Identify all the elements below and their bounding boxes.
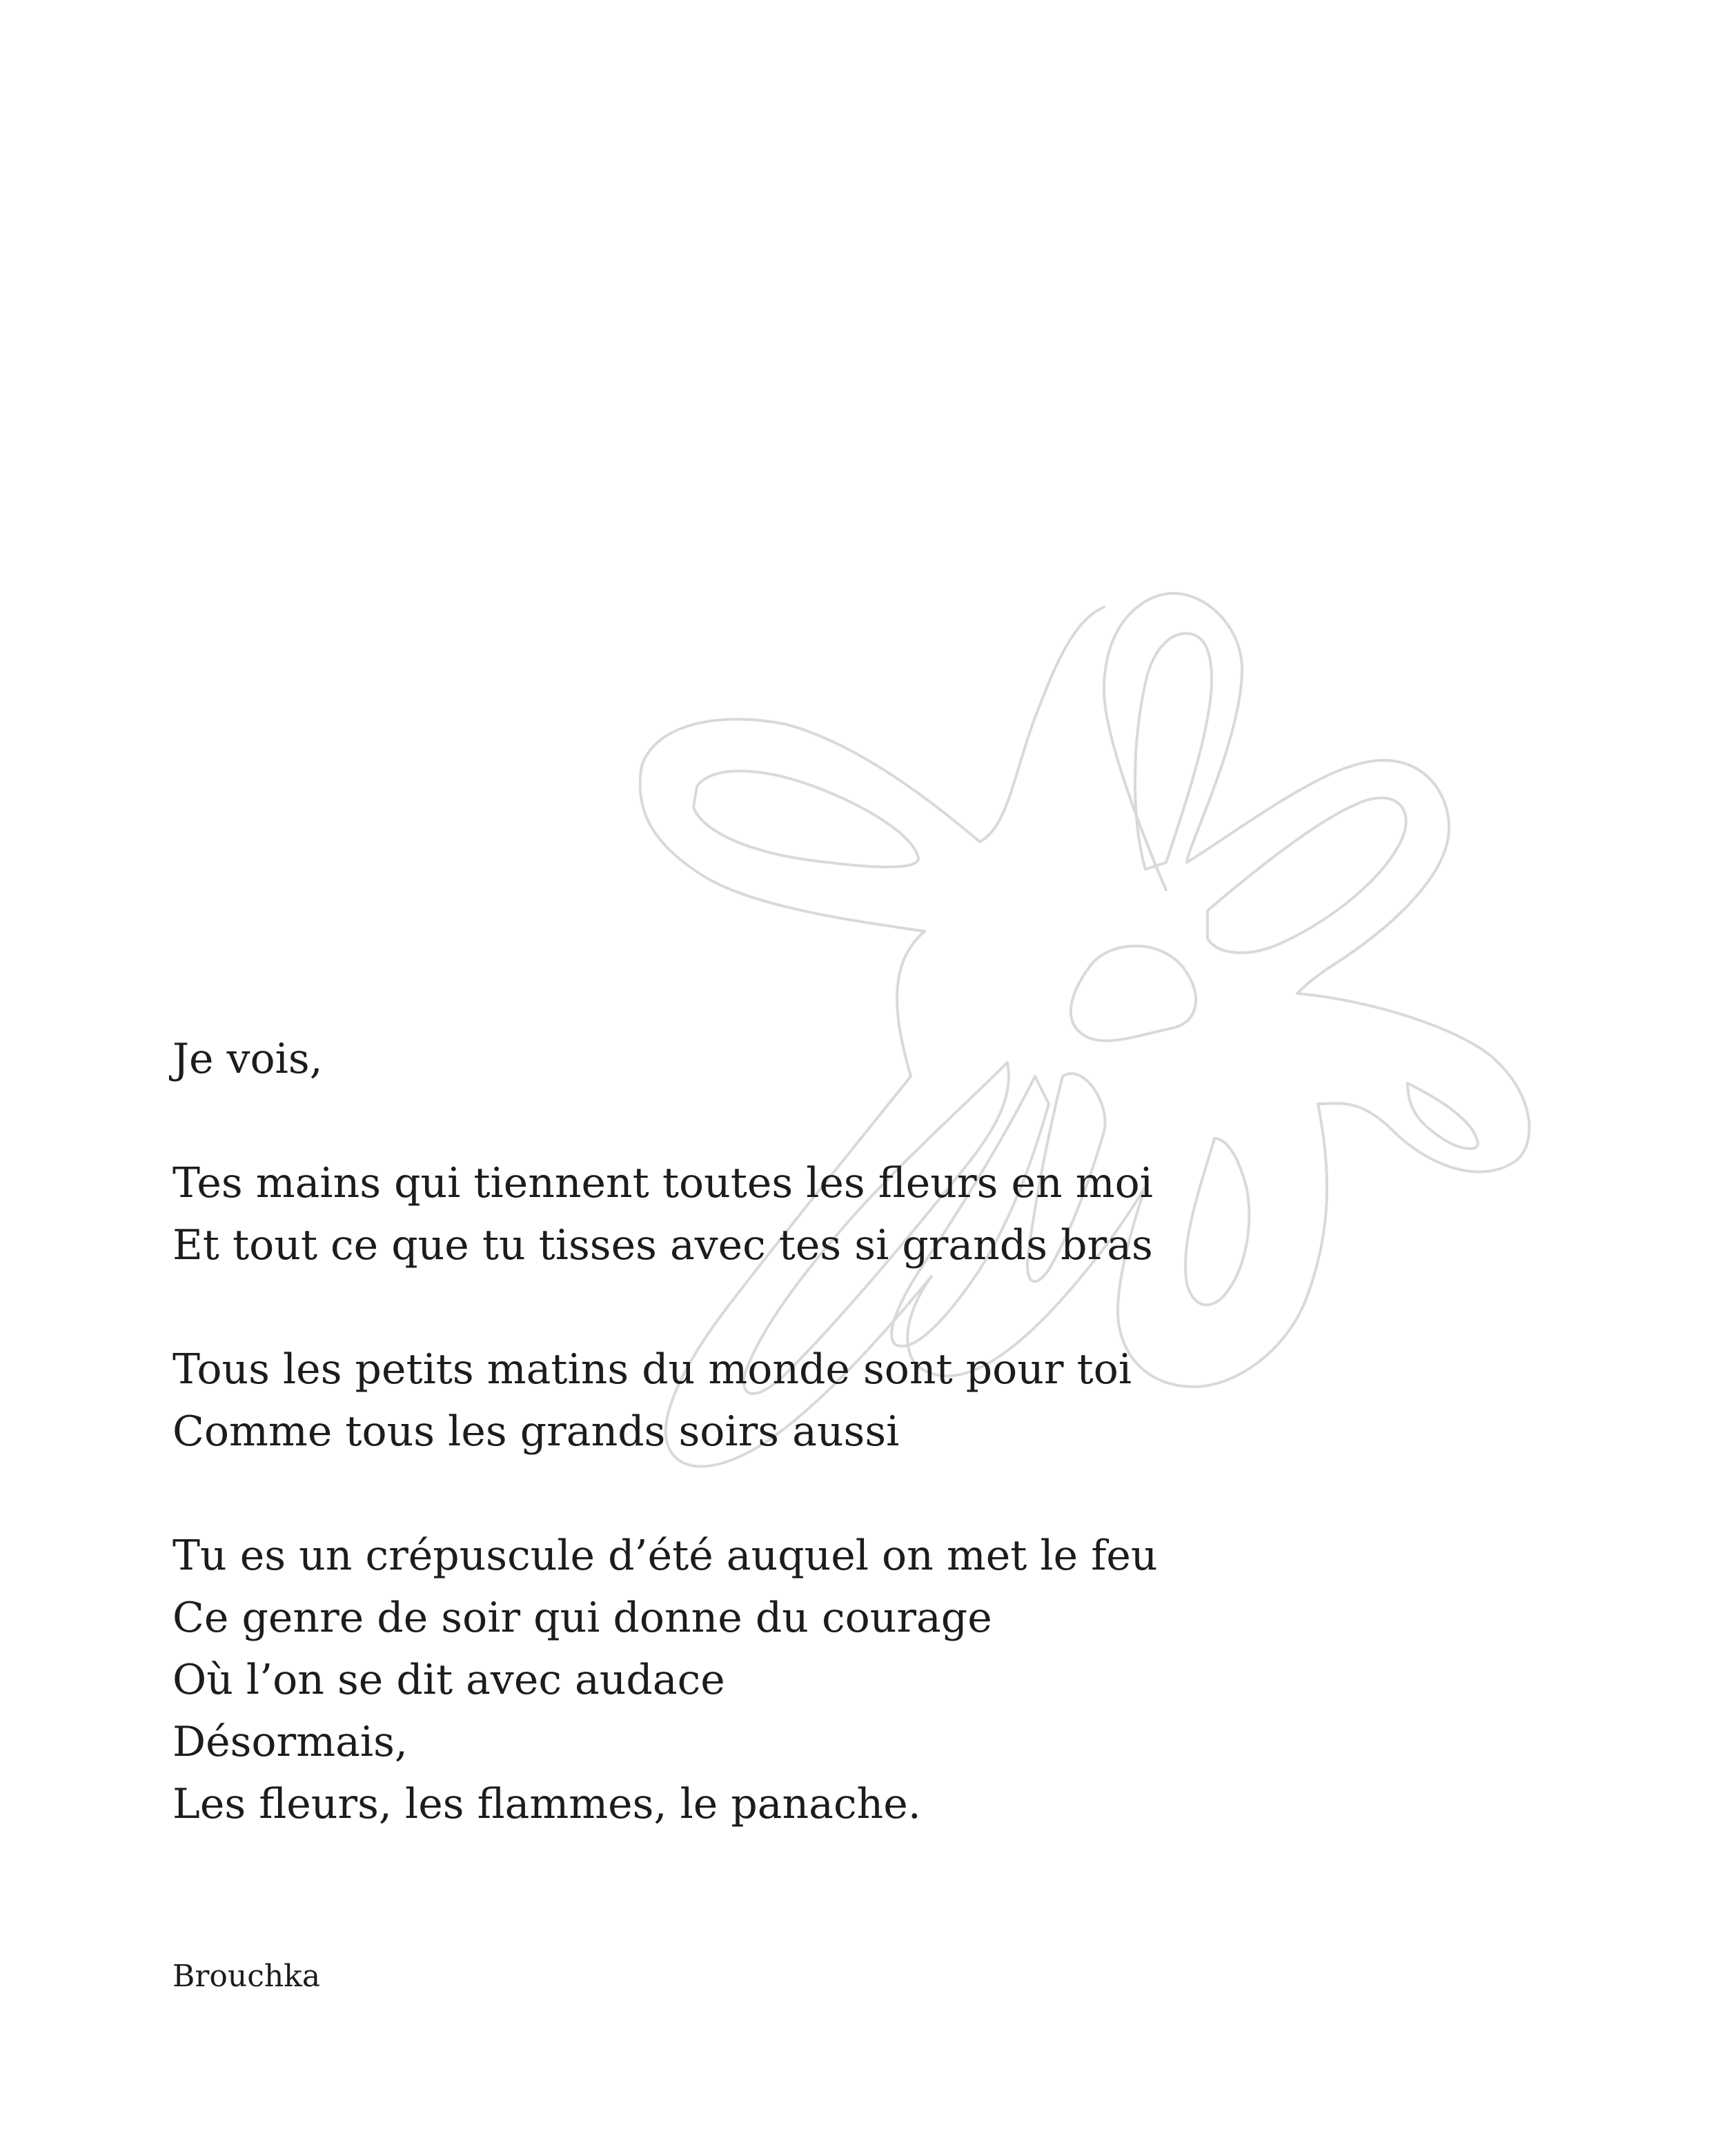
poem-line: Les fleurs, les flammes, le panache.	[172, 1780, 921, 1828]
stanza-break	[172, 1090, 1552, 1152]
poem	[172, 1028, 1552, 1835]
poem-line: Où l’on se dit avec audace	[172, 1656, 725, 1704]
poem-line: Tous les petits matins du monde sont pour toi	[172, 1345, 1132, 1394]
poem-line: Comme tous les grands soirs aussi	[172, 1407, 900, 1456]
poem-line: Désormais,	[172, 1718, 408, 1766]
poem-line: Tu es un crépuscule d’été auquel on met le feu	[172, 1532, 1158, 1580]
poem-line: Ce genre de soir qui donne du courage	[172, 1594, 992, 1642]
author-signature: Brouchka	[172, 1959, 321, 1994]
poem-line: Et tout ce que tu tisses avec tes si grands bras	[172, 1221, 1153, 1269]
stanza-break	[172, 1463, 1552, 1525]
poem-line: Je vois,	[172, 1035, 323, 1083]
stanza-break	[172, 1276, 1552, 1338]
poem-line: Tes mains qui tiennent toutes les fleurs en moi	[172, 1159, 1153, 1207]
